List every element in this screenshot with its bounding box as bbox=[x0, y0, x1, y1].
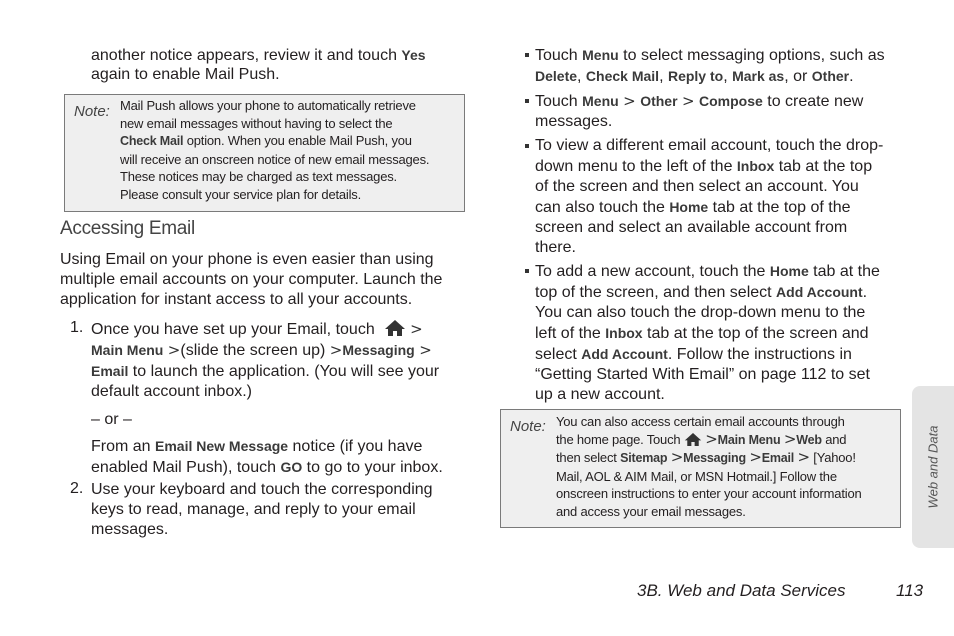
note-text: Mail Push allows your phone to automatically retrieve new email messages without having to select the Check Mail option. When you enable Mail Push, you will receive an onscreen notice of new email messages. These notices may be charged as text messages. Please consult your service plan for details. bbox=[120, 98, 430, 202]
step-2-text: Use your keyboard and touch the corresponding keys to read, manage, and reply to your email messages. bbox=[91, 481, 433, 538]
chevron-right-icon: > bbox=[329, 341, 343, 359]
footer-section-title: 3B. Web and Data Services bbox=[637, 581, 846, 600]
chevron-right-icon: > bbox=[749, 448, 762, 467]
bullet-add-account: To add a new account, touch the Home tab at the top of the screen, and then select Add Account. You can also touch the drop-down menu to the left of the Inbox tab at the top of the screen and select Add Account. Follow the instructions in “Getting Started With Email” on page 112 to set up a new account. bbox=[535, 263, 880, 403]
chevron-right-icon: > bbox=[167, 341, 181, 359]
step-1-number: 1. bbox=[70, 319, 84, 336]
step-2-number: 2. bbox=[70, 480, 84, 497]
yes-label: Yes bbox=[401, 47, 426, 63]
bullet-icon bbox=[525, 269, 529, 273]
note-label: Note: bbox=[510, 418, 546, 435]
page-number: 113 bbox=[896, 581, 924, 600]
bullet-icon bbox=[525, 53, 529, 57]
chevron-right-icon: > bbox=[783, 429, 797, 448]
step-1-text: Once you have set up your Email, touch > Main Menu >(slide the screen up) >Messaging > Email to launch the application. (You will see your default account inbox.) – or – From an Email New Message notice (if you have enabled Mail Push), touch GO to go to your inbox. bbox=[91, 320, 443, 476]
note-text: You can also access certain email accounts through the home page. Touch >Main Menu >Web and then select Sitemap >Messaging >Email > [Yahoo! Mail, AOL & AIM Mail, or MSN Hotmail.] Follow the onscreen instructions to enter your account information and access your email messages. bbox=[556, 414, 862, 519]
chevron-right-icon: > bbox=[797, 448, 810, 467]
note-web-email bbox=[500, 409, 901, 528]
bullet-icon bbox=[525, 99, 529, 103]
section-side-tab bbox=[912, 386, 954, 548]
intro-line-2: again to enable Mail Push. bbox=[91, 66, 280, 83]
bullet-icon bbox=[525, 144, 529, 148]
home-icon bbox=[684, 432, 702, 447]
chevron-right-icon: > bbox=[623, 92, 636, 110]
chevron-right-icon: > bbox=[705, 429, 718, 448]
section-heading: Accessing Email bbox=[60, 218, 195, 239]
bullet-view-account: To view a different email account, touch the drop- down menu to the left of the Inbox tab at the top of the screen and then select an account. You can also touch the Home tab at the top of the screen and select an available account from there. bbox=[535, 137, 884, 256]
chevron-right-icon: > bbox=[681, 92, 695, 110]
note-label: Note: bbox=[74, 103, 110, 120]
chevron-right-icon: > bbox=[419, 341, 432, 359]
intro-paragraph: Using Email on your phone is even easier than using multiple email accounts on your computer. Launch the application for instant access to all your accounts. bbox=[60, 251, 443, 308]
note-mail-push bbox=[64, 94, 465, 212]
home-icon bbox=[384, 319, 406, 337]
bullet-menu-options: Touch Menu to select messaging options, such as Delete, Check Mail, Reply to, Mark as, or Other. bbox=[535, 47, 885, 85]
bullet-compose: Touch Menu > Other > Compose to create new messages. bbox=[535, 92, 864, 130]
chevron-right-icon: > bbox=[670, 448, 684, 467]
or-separator: – or – bbox=[91, 411, 132, 428]
side-tab-label: Web and Data bbox=[925, 425, 941, 509]
chevron-right-icon: > bbox=[410, 320, 423, 338]
intro-line-1: another notice appears, review it and touch Yes bbox=[91, 47, 426, 64]
